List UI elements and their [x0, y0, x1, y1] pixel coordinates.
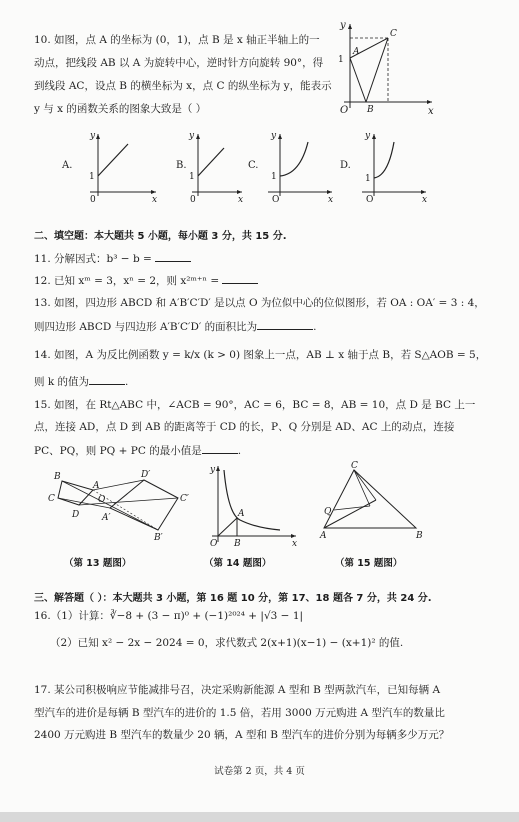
q10-fig-a: A — [353, 47, 360, 57]
q13-line-2-text: 则四边形 ABCD 与四边形 A′B′C′D′ 的面积比为 — [34, 321, 258, 333]
fig15-a: A — [320, 531, 327, 541]
figure-14-caption: （第 14 题图） — [204, 558, 272, 569]
option-b-x: x — [238, 195, 244, 205]
q10-fig-x: x — [428, 106, 434, 117]
fig13-bp: B′ — [154, 533, 163, 543]
fig15-b: B — [416, 531, 423, 541]
figure-13 — [40, 468, 190, 548]
option-d-y: y — [365, 131, 371, 141]
option-b-y: y — [189, 131, 195, 141]
option-c-y: y — [271, 131, 277, 141]
q11-answer-blank[interactable] — [155, 251, 191, 262]
fig14-b: B — [234, 539, 241, 549]
fig13-dp: D′ — [141, 470, 151, 480]
option-a-one: 1 — [89, 172, 95, 182]
q13-line-2: 则四边形 ABCD 与四边形 A′B′C′D′ 的面积比为 . — [34, 321, 317, 333]
fig13-cp: C′ — [180, 494, 189, 504]
figure-15 — [318, 462, 428, 542]
q11 — [34, 251, 191, 266]
option-c-x: x — [328, 195, 334, 205]
option-d-letter: D. — [340, 160, 351, 171]
q16-part-2: （2）已知 x² − 2x − 2024 = 0，求代数式 2(x+1)(x−1) − (x+1)² 的值. — [50, 637, 404, 649]
figure-15-caption: （第 15 题图） — [335, 558, 403, 569]
q14-answer-blank[interactable] — [89, 374, 125, 385]
q17-line-3: 2400 万元购进 B 型汽车的数量少 20 辆，A 型和 B 型汽车的进价分别为每辆多少万元？ — [34, 729, 450, 741]
section-3-heading: 三、解答题（ ）：本大题共 3 小题，第 16 题 10 分，第 17、18 题各 7 分，共 24 分. — [34, 593, 432, 604]
option-a-y: y — [90, 131, 96, 141]
bottom-strip — [0, 812, 519, 822]
fig13-b: B — [54, 472, 61, 482]
fig14-y: y — [210, 465, 216, 475]
option-d-o: O — [366, 195, 374, 205]
q10-fig-one: 1 — [338, 55, 344, 65]
q14-line-2: 则 k 的值为 . — [34, 376, 129, 388]
option-d-graph — [340, 130, 430, 205]
q10-line-4: y 与 x 的函数关系的图象大致是（ ） — [34, 103, 207, 115]
q10-line-2: 动点，把线段 AB 以 A 为旋转中心，逆时针方向旋转 90°，得 — [34, 57, 324, 69]
option-b-letter: B. — [176, 160, 187, 171]
q16-part-1: 16.（1）计算：∛−8 + (3 − π)⁰ + (−1)²⁰²⁴ + |√3 − 1| — [34, 610, 304, 622]
q10-figure — [336, 20, 436, 117]
fig15-q: Q — [324, 507, 332, 517]
fig14-a: A — [238, 509, 245, 519]
q10-fig-o: O — [340, 105, 349, 116]
option-a-o: 0 — [90, 195, 96, 205]
q12-text: 12. 已知 xᵐ = 3，xⁿ = 2，则 x²ᵐ⁺ⁿ = — [34, 275, 220, 287]
q15-line-3: PC、PQ，则 PQ + PC 的最小值是 . — [34, 445, 242, 457]
option-d-one: 1 — [365, 174, 371, 184]
q10-fig-y: y — [340, 20, 346, 31]
fig13-o: O — [98, 495, 106, 505]
fig14-o: O — [210, 539, 218, 549]
fig14-x: x — [292, 539, 298, 549]
q10-fig-b: B — [367, 105, 374, 115]
option-a-graph — [60, 130, 160, 205]
q14-line-1: 14. 如图，A 为反比例函数 y = k/x (k > 0) 图象上一点，AB ⊥ x 轴于点 B，若 S△AOB = 5， — [34, 349, 487, 361]
option-c-letter: C. — [248, 160, 259, 171]
option-d-x: x — [422, 195, 428, 205]
q17-line-1: 17. 某公司积极响应节能减排号召，决定采购新能源 A 型和 B 型两款汽车，已知每辆 A — [34, 684, 441, 696]
fig13-c: C — [48, 494, 55, 504]
option-c-one: 1 — [271, 172, 277, 182]
q10-line-1: 10. 如图，点 A 的坐标为 (0，1)，点 B 是 x 轴正半轴上的一 — [34, 34, 320, 46]
q17-line-2: 型汽车的进价是每辆 B 型汽车的进价的 1.5 倍，若用 3000 万元购进 A 型汽车的数量比 — [34, 707, 445, 719]
q13-answer-blank[interactable] — [257, 319, 313, 330]
q10-fig-c: C — [390, 29, 397, 39]
option-c-o: O — [272, 195, 280, 205]
figure-14 — [200, 462, 300, 548]
q14-line-2-text: 则 k 的值为 — [34, 376, 90, 388]
option-b-one: 1 — [189, 172, 195, 182]
q10-line-3: 到线段 AC，设点 B 的横坐标为 x，点 C 的纵坐标为 y，能表示 — [34, 80, 332, 92]
q11-text: 11. 分解因式：b³ − b = — [34, 253, 152, 265]
page-footer: 试卷第 2 页，共 4 页 — [214, 766, 305, 777]
section-2-heading: 二、填空题：本大题共 5 小题，每小题 3 分，共 15 分. — [34, 231, 287, 242]
option-a-x: x — [152, 195, 158, 205]
q15-line-3-text: PC、PQ，则 PQ + PC 的最小值是 — [34, 445, 202, 457]
option-b-o: 0 — [190, 195, 196, 205]
q15-line-1: 15. 如图，在 Rt△ABC 中，∠ACB = 90°，AC = 6，BC = 8，AB = 10，点 D 是 BC 上一 — [34, 399, 476, 411]
fig13-d: D — [72, 510, 80, 520]
q15-line-2: 点，连接 AD，点 D 到 AB 的距离等于 CD 的长，P、Q 分别是 AD、AC 上的动点，连接 — [34, 421, 455, 433]
option-a-letter: A. — [62, 160, 73, 171]
q12 — [34, 273, 258, 288]
q12-answer-blank[interactable] — [222, 273, 258, 284]
fig13-ap: A′ — [102, 513, 111, 523]
fig13-a: A — [93, 481, 100, 491]
figure-13-caption: （第 13 题图） — [64, 558, 132, 569]
option-c-graph — [246, 130, 336, 205]
fig15-c: C — [351, 461, 358, 471]
option-b-graph — [176, 130, 246, 205]
q15-answer-blank[interactable] — [202, 443, 238, 454]
q13-line-1: 13. 如图，四边形 ABCD 和 A′B′C′D′ 是以点 O 为位似中心的位似图形，若 OA : OA′ = 3 : 4， — [34, 297, 485, 309]
